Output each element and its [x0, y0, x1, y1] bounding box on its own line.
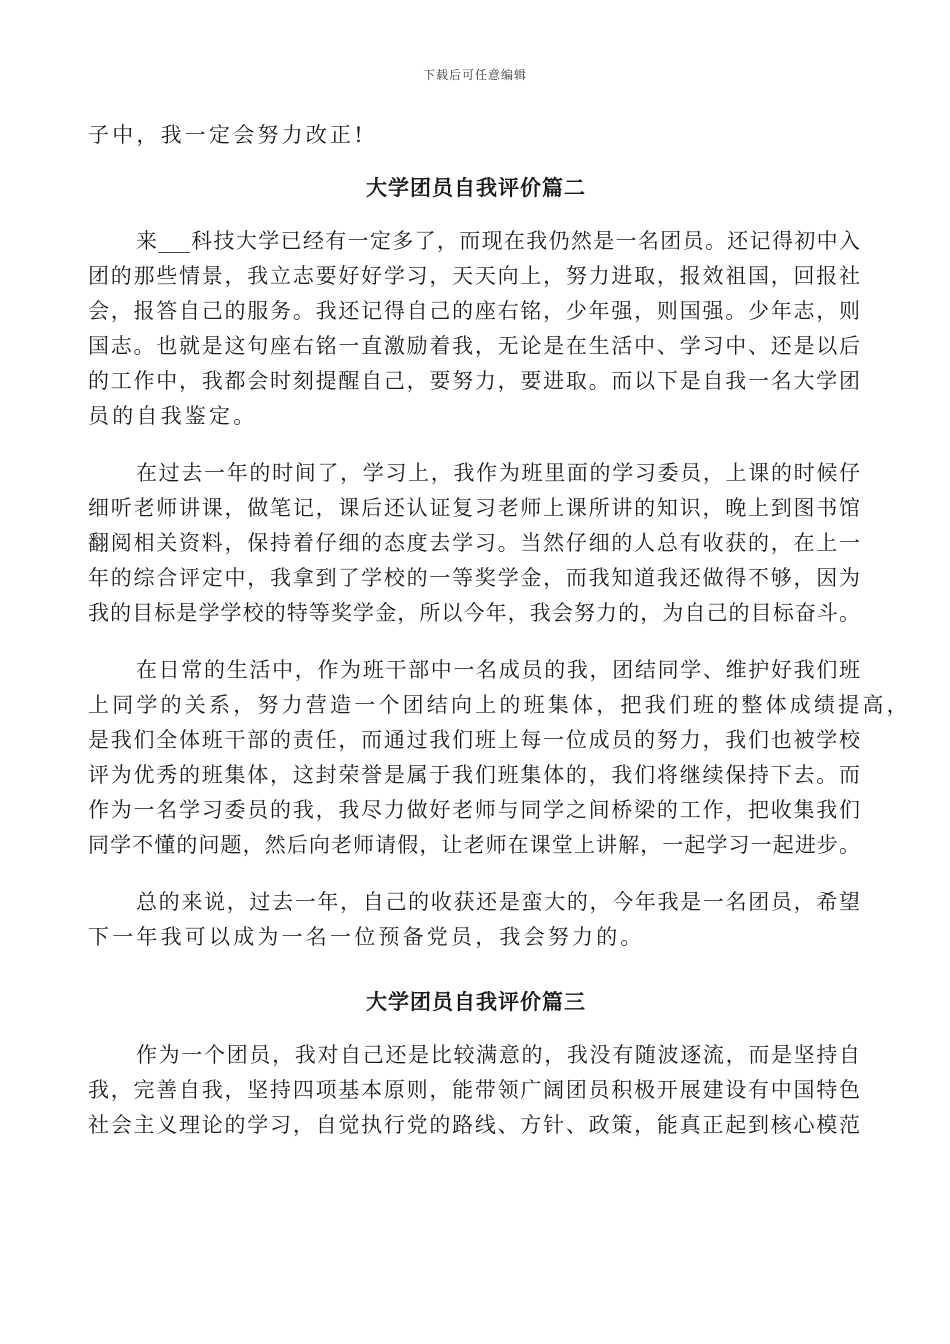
intro-tail-line: 子中，我一定会努力改正!: [88, 123, 366, 147]
text-line: 我，完善自我，坚持四项基本原则，能带领广阔团员积极开展建设有中国特色: [88, 1078, 860, 1102]
text-line: 下一年我可以成为一名一位预备党员，我会努力的。: [88, 925, 645, 949]
text-line: 年的综合评定中，我拿到了学校的一等奖学金，而我知道我还做得不够，因为: [88, 566, 860, 590]
text-line: 来___科技大学已经有一定多了，而现在我仍然是一名团员。还记得初中入: [136, 229, 860, 253]
paragraph-3: [88, 653, 911, 863]
paragraph-4: [88, 885, 860, 955]
text-line: 的工作中，我都会时刻提醒自己，要努力，要进取。而以下是自我一名大学团: [88, 369, 860, 393]
page-header-note: 下载后可任意编辑: [422, 68, 527, 82]
text-line: 团的那些情景，我立志要好好学习，天天向上，努力进取，报效祖国，回报社: [88, 264, 860, 288]
section-heading-3: 大学团员自我评价篇三: [366, 990, 586, 1014]
text-line: 作为一名学习委员的我，我尽力做好老师与同学之间桥梁的工作，把收集我们: [88, 798, 860, 822]
text-line: 作为一个团员，我对自己还是比较满意的，我没有随波逐流，而是坚持自: [136, 1043, 860, 1067]
paragraph-1: [88, 224, 860, 434]
text-line: 细听老师讲课，做笔记，课后还认证复习老师上课所讲的知识，晚上到图书馆: [88, 496, 860, 520]
text-line: 我的目标是学学校的特等奖学金，所以今年，我会努力的，为自己的目标奋斗。: [88, 601, 860, 625]
section-heading-2: 大学团员自我评价篇二: [366, 176, 586, 200]
text-line: 员的自我鉴定。: [88, 404, 258, 428]
paragraph-2: [88, 456, 860, 631]
text-line: 上同学的关系，努力营造一个团结向上的班集体，把我们班的整体成绩提高，: [88, 693, 911, 717]
text-line: 会，报答自己的服务。我还记得自己的座右铭，少年强，则国强。少年志，则: [88, 299, 860, 323]
text-line: 总的来说，过去一年，自己的收获还是蛮大的，今年我是一名团员，希望: [136, 890, 860, 914]
paragraph-5: [88, 1038, 860, 1143]
text-line: 是我们全体班干部的责任，而通过我们班上每一位成员的努力，我们也被学校: [88, 728, 860, 752]
document-body: [88, 118, 911, 1143]
text-line: 翻阅相关资料，保持着仔细的态度去学习。当然仔细的人总有收获的，在上一: [88, 531, 860, 555]
text-line: 评为优秀的班集体，这封荣誉是属于我们班集体的，我们将继续保持下去。而: [88, 763, 860, 787]
text-line: 同学不懂的问题，然后向老师请假，让老师在课堂上讲解，一起学习一起进步。: [88, 833, 860, 857]
text-line: 国志。也就是这句座右铭一直激励着我，无论是在生活中、学习中、还是以后: [88, 334, 860, 358]
text-line: 在过去一年的时间了，学习上，我作为班里面的学习委员，上课的时候仔: [136, 461, 860, 485]
text-line: 社会主义理论的学习，自觉执行党的路线、方针、政策，能真正起到核心模范: [88, 1113, 860, 1137]
text-line: 在日常的生活中，作为班干部中一名成员的我，团结同学、维护好我们班: [136, 658, 860, 682]
